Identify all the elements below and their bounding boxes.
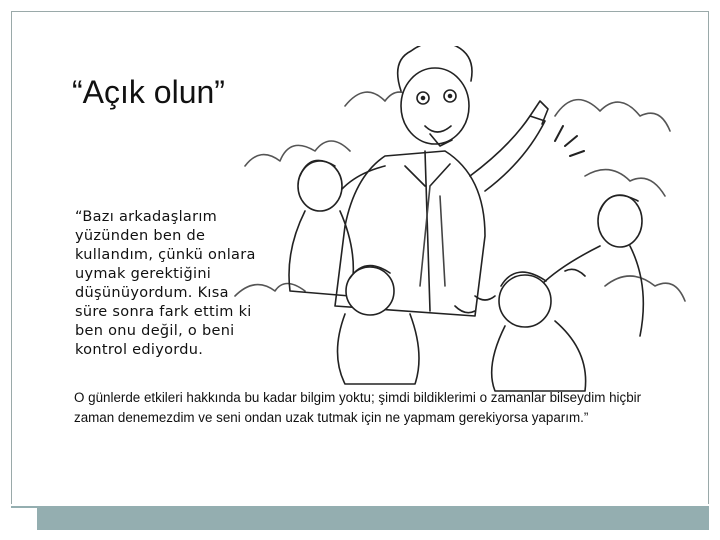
slide-title: “Açık olun” — [72, 74, 225, 110]
crowd-illustration — [225, 46, 705, 396]
bottom-accent-line — [11, 506, 37, 508]
bottom-accent-bar — [37, 506, 709, 530]
quote-text: “Bazı arkadaşlarım yüzünden ben de kullandım, çünkü onlara uymak gerektiğini düşünüyordum. Kısa süre sonra fark ettim ki ben onu değil, o beni kontrol ediyordu. — [75, 209, 256, 358]
caption-text: O günlerde etkileri hakkında bu kadar bilgim yoktu; şimdi bildiklerimi o zamanlar bilseydim hiçbir zaman denemezdim ve seni ondan uzak tutmak için ne yapmam gerekiyorsa yaparım.” — [74, 390, 642, 425]
